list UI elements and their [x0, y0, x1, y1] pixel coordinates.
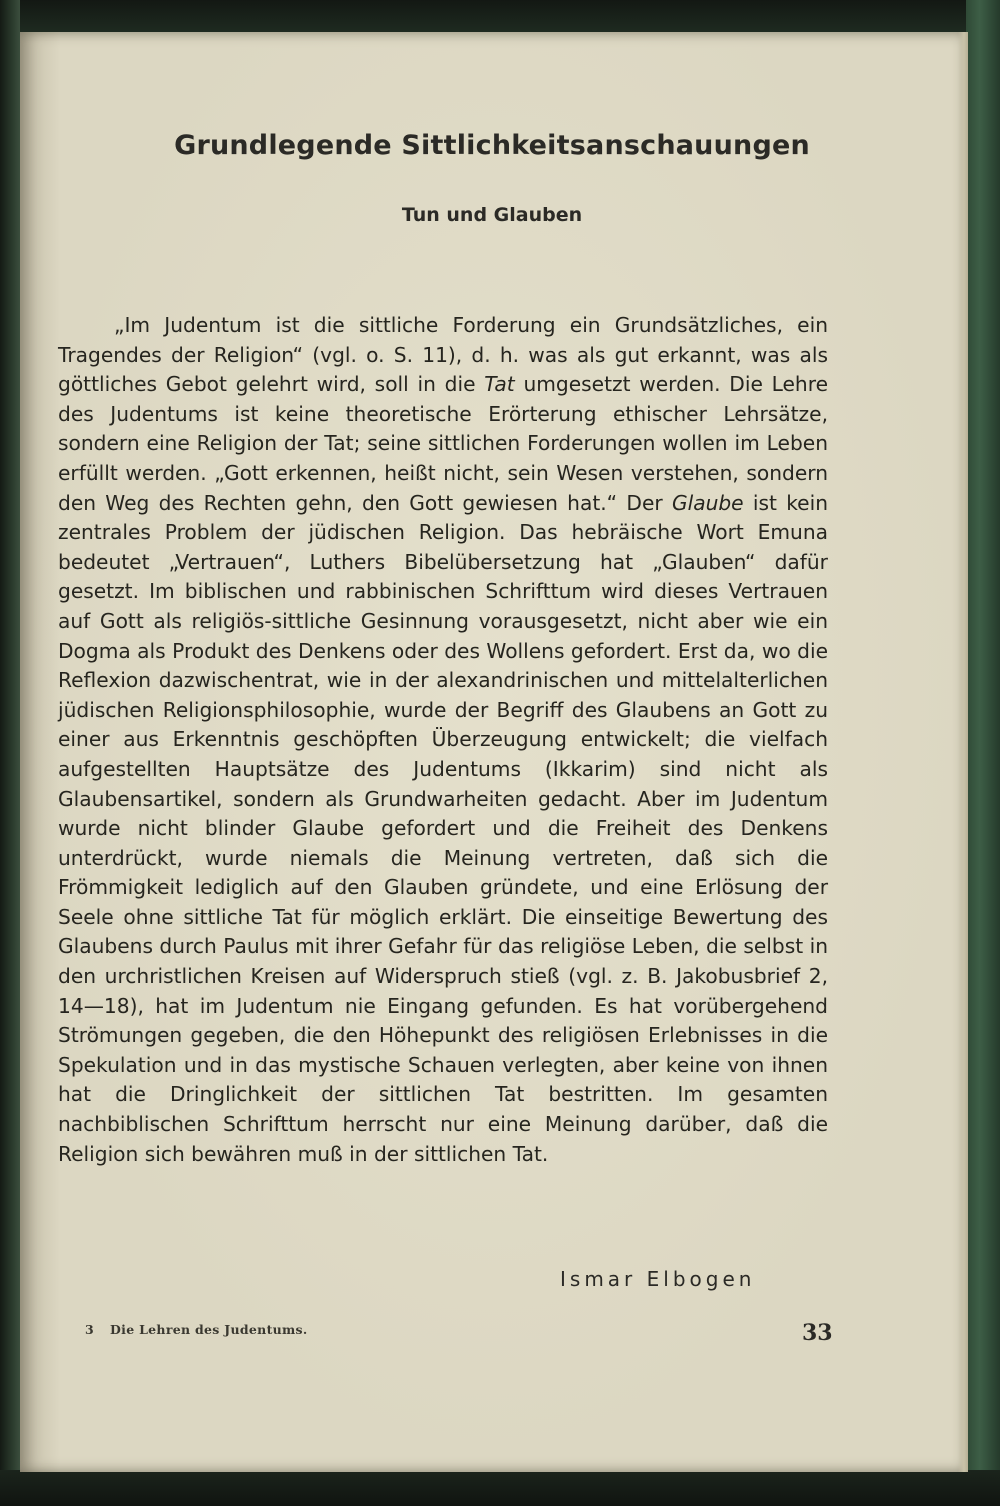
- text-run: umgesetzt werden. Die Lehre des Judentums ist keine theoretische Erörterung ethischer Lehrsätze, sondern eine Religion der Tat; seine sittlichen Forderungen wollen im Leben erfüllt werden. „Gott erkennen, heißt nicht, sein Wesen verstehen, sondern den Weg des Rechten gehn, den Gott gewiesen hat.“ Der: [58, 372, 828, 515]
- body-paragraph: [58, 311, 828, 1169]
- footer-note: [85, 1322, 308, 1337]
- emphasis-tat: Tat: [484, 372, 515, 397]
- book-cover-right: [966, 0, 1000, 1506]
- author-signature: Ismar Elbogen: [560, 1267, 756, 1291]
- section-subtitle: Tun und Glauben: [401, 204, 583, 226]
- sheet-signature: 3: [85, 1322, 94, 1337]
- emphasis-glaube: Glaube: [671, 490, 744, 515]
- text-run: ist kein zentrales Problem der jüdischen Religion. Das hebräische Wort Emuna bedeutet „Vertrauen“, Luthers Bibelübersetzung hat „Glauben“ dafür gesetzt. Im biblischen und rabbinischen Schrifttum wird dieses Vertrauen auf Gott als religiös-sittliche Gesinnung vorausgesetzt, nicht aber wie ein Dogma als Produkt des Denkens oder des Wollens gefordert. Erst da, wo die Reflexion dazwischentrat, wie in der alexandrinischen und mittelalterlichen jüdischen Religionsphilosophie, wurde der Begriff des Glaubens an Gott zu einer aus Erkenntnis geschöpften Überzeugung entwickelt; die vielfach aufgestellten Hauptsätze des Judentums (Ikkarim) sind nicht als Glaubensartikel, sondern als Grundwarheiten gedacht. Aber im Judentum wurde nicht blinder Glaube gefordert und die Freiheit des Denkens unterdrückt, wurde niemals die Meinung vertreten, daß sich die Frömmigkeit lediglich auf den Glauben gründete, und eine Erlösung der Seele ohne sittliche Tat für möglich erklärt. Die einseitige Bewertung des Glaubens durch Paulus mit ihrer Gefahr für das religiöse Leben, die selbst in den urchristlichen Kreisen auf Widerspruch stieß (vgl. z. B. Jakobusbrief 2, 14—18), hat im Judentum nie Eingang gefunden. Es hat vorübergehend Strömungen gegeben, die den Höhepunkt des religiösen Erlebnisses in die Spekulation und in das mystische Schauen verlegten, aber keine von ihnen hat die Dringlichkeit der sittlichen Tat bestritten. Im gesamten nachbiblischen Schrifttum herrscht nur eine Meinung darüber, daß die Religion sich bewähren muß in der sittlichen Tat.: [58, 490, 828, 1166]
- book-page: [20, 32, 968, 1472]
- book-cover-bottom: [0, 1470, 1000, 1506]
- page-number: 33: [802, 1320, 833, 1346]
- text-run: „Im Judentum ist die sittliche Forderung ein Grundsätzliches, ein Tragendes der Religion“ (vgl. o. S. 11), d. h. was als gut erkannt, was als göttliches Gebot gelehrt wird, soll in die: [58, 313, 828, 397]
- footer-book-title: Die Lehren des Judentums.: [110, 1322, 308, 1337]
- chapter-title: Grundlegende Sittlichkeitsanschauungen: [174, 130, 810, 161]
- page-edge: [958, 32, 968, 1472]
- book-binding-left: [0, 0, 20, 1506]
- book-cover-top: [0, 0, 1000, 32]
